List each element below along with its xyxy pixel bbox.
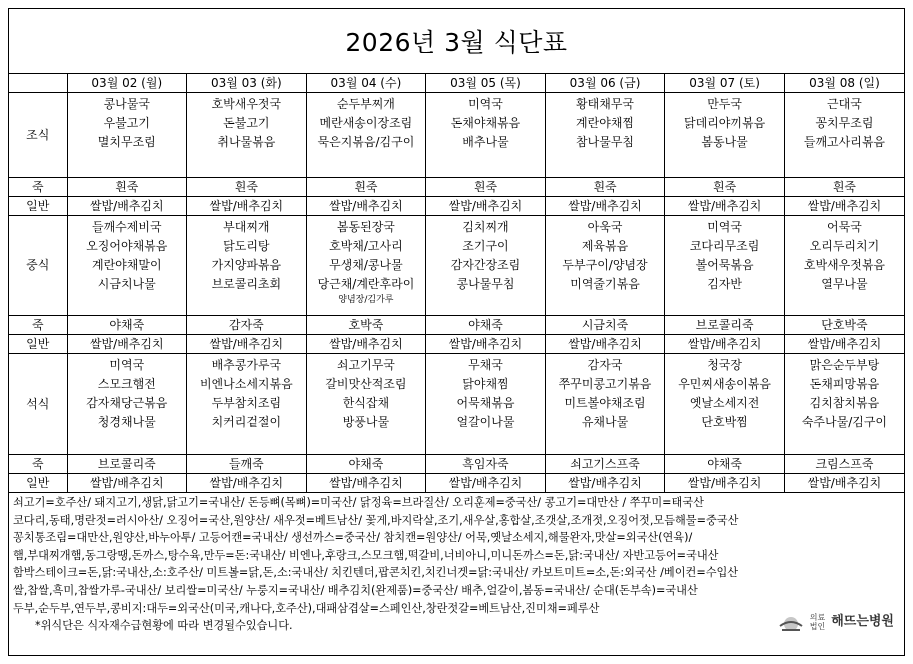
day-header: 03월 03 (화) — [187, 74, 307, 93]
dinner-porridge-row — [9, 455, 904, 474]
menu-cell: 쌀밥/배추김치 — [187, 335, 307, 354]
menu-cell: 쇠고기스프죽 — [545, 455, 665, 474]
menu-item: 콩나물무침 — [456, 277, 515, 291]
menu-item: 만두국 — [707, 97, 742, 111]
menu-cell — [426, 354, 546, 455]
menu-cell — [306, 216, 426, 316]
menu-item: 감자국 — [587, 358, 623, 372]
menu-cell: 쌀밥/배추김치 — [426, 197, 546, 216]
menu-cell — [665, 354, 785, 455]
menu-item: 오징어야채볶음 — [86, 239, 168, 253]
menu-cell: 들깨죽 — [187, 455, 307, 474]
day-header: 03월 02 (월) — [67, 74, 187, 93]
logo-subtitle — [810, 613, 825, 631]
menu-cell: 쌀밥/배추김치 — [306, 474, 426, 493]
menu-cell: 크림스프죽 — [784, 455, 904, 474]
menu-cell: 야채죽 — [665, 455, 785, 474]
menu-cell: 호박죽 — [306, 316, 426, 335]
menu-item: 얼갈이나물 — [456, 415, 515, 429]
menu-cell — [545, 216, 665, 316]
menu-item: 옛날소세지전 — [689, 396, 760, 410]
menu-cell: 흑임자죽 — [426, 455, 546, 474]
menu-cell — [67, 93, 187, 178]
day-header: 03월 07 (토) — [665, 74, 785, 93]
menu-cell — [545, 93, 665, 178]
dinner-regular-row — [9, 474, 904, 493]
day-header: 03월 08 (일) — [784, 74, 904, 93]
menu-cell: 쌀밥/배추김치 — [67, 335, 187, 354]
page-title: 2026년 3월 식단표 — [9, 9, 904, 74]
menu-item: 미역줄기볶음 — [570, 277, 640, 291]
origin-note-line: 코다리,동태,명란젓=러시아산/ 오징어=국산,원양산/ 새우젓=베트남산/ 꽃게,바지락살,조기,새우살,홍합살,조갯살,조개젓,오징어젓,모듬해물=중국산 — [13, 513, 739, 527]
day-header: 03월 05 (목) — [426, 74, 546, 93]
menu-item: 무채국 — [468, 358, 503, 372]
menu-item: 김치참치볶음 — [809, 396, 880, 410]
menu-cell: 쌀밥/배추김치 — [67, 474, 187, 493]
origin-note-line: 쌀,찹쌀,흑미,찹쌀가루-국내산/ 보리쌀=미국산/ 누룽지=국내산/ 배추김치(완제품)=중국산/ 배추,얼갈이,봄동=국내산/ 순대(돈부속)=국내산 — [13, 583, 698, 597]
menu-item: 묵은지볶음/김구이 — [317, 135, 415, 149]
menu-cell: 쌀밥/배추김치 — [784, 335, 904, 354]
menu-cell — [67, 354, 187, 455]
menu-cell — [187, 354, 307, 455]
menu-item: 미역국 — [707, 220, 742, 234]
menu-item: 갈비맛산적조림 — [325, 377, 407, 391]
menu-item: 미트볼야채조림 — [564, 396, 646, 410]
menu-item: 감자채당근볶음 — [86, 396, 168, 410]
menu-item: 돈불고기 — [223, 116, 270, 130]
menu-item: 멸치무조림 — [97, 135, 156, 149]
meal-label: 조식 — [9, 93, 67, 178]
menu-item: 계란야채말이 — [92, 258, 162, 272]
menu-item: 무생채/콩나물 — [329, 258, 403, 272]
menu-item: 청경채나물 — [97, 415, 156, 429]
menu-item: 콩나물국 — [103, 97, 150, 111]
corner-cell — [9, 74, 67, 93]
menu-cell: 야채죽 — [306, 455, 426, 474]
menu-cell: 쌀밥/배추김치 — [187, 197, 307, 216]
lunch-row — [9, 216, 904, 316]
menu-item: 김자반 — [707, 277, 742, 291]
hospital-name: 해뜨는병원 — [831, 613, 894, 629]
menu-item: 오리두리치기 — [809, 239, 880, 253]
menu-cell: 흰죽 — [665, 178, 785, 197]
origin-note-line: 꽁치통조림=대만산,원양산,바누아투/ 고등어캔=국내산/ 생선까스=중국산/ 참치캔=원양산/ 어묵,옛날소세지,해물완자,맛살=외국산(연육)/ — [13, 531, 693, 545]
menu-item: 쭈꾸미콩고기볶음 — [558, 377, 652, 391]
menu-cell: 야채죽 — [67, 316, 187, 335]
menu-cell: 쌀밥/배추김치 — [784, 474, 904, 493]
menu-cell: 쌀밥/배추김치 — [665, 335, 785, 354]
menu-sheet — [8, 8, 905, 656]
menu-item: 제육볶음 — [581, 239, 629, 253]
menu-cell: 흰죽 — [67, 178, 187, 197]
menu-cell: 쌀밥/배추김치 — [545, 197, 665, 216]
menu-item: 열무나물 — [821, 277, 868, 291]
menu-cell — [67, 216, 187, 316]
menu-cell — [545, 354, 665, 455]
menu-cell — [187, 93, 307, 178]
menu-item: 꽁치무조림 — [815, 116, 874, 130]
menu-item: 유채나물 — [581, 415, 629, 429]
menu-item: 시금치나물 — [97, 277, 156, 291]
menu-change-notice: *위식단은 식자재수급현황에 따라 변경될수있습니다. — [35, 619, 293, 633]
menu-cell: 단호박죽 — [784, 316, 904, 335]
menu-item: 취나물볶음 — [217, 135, 276, 149]
menu-item: 들깨고사리볶음 — [803, 135, 886, 149]
meal-label: 석식 — [9, 354, 67, 455]
menu-item: 김치찌개 — [462, 220, 509, 234]
menu-cell — [306, 93, 426, 178]
menu-cell: 쌀밥/배추김치 — [665, 474, 785, 493]
menu-cell: 시금치죽 — [545, 316, 665, 335]
menu-item: 근대국 — [827, 97, 862, 111]
menu-cell: 쌀밥/배추김치 — [665, 197, 785, 216]
menu-item: 단호박찜 — [701, 415, 748, 429]
menu-item: 들깨수제비국 — [92, 220, 162, 234]
menu-item: 닭도리탕 — [223, 239, 270, 253]
menu-item-note: 양념장/김가루 — [338, 295, 394, 305]
menu-table — [9, 74, 904, 493]
menu-cell: 감자죽 — [187, 316, 307, 335]
breakfast-regular-row — [9, 197, 904, 216]
logo-sub-line: 의료 — [809, 612, 826, 622]
menu-cell — [665, 216, 785, 316]
menu-cell: 흰죽 — [187, 178, 307, 197]
menu-item: 볼어묵볶음 — [695, 258, 754, 272]
menu-cell: 브로콜리죽 — [67, 455, 187, 474]
menu-item: 두부구이/양념장 — [562, 258, 648, 272]
menu-item: 스모크햄전 — [97, 377, 156, 391]
menu-cell — [187, 216, 307, 316]
origin-note-line: 두부,순두부,연두부,콩비지:대두=외국산(미국,캐나다,호주산),대패삼겹살=스페인산,창란젓갈=베트남산,진미채=페루산 — [13, 601, 600, 615]
menu-item: 숙주나물/김구이 — [801, 415, 888, 429]
menu-item: 두부참치조림 — [211, 396, 282, 410]
menu-item: 배추콩가루국 — [211, 358, 282, 372]
menu-cell: 쌀밥/배추김치 — [784, 197, 904, 216]
menu-item: 방풍나물 — [342, 415, 390, 429]
lunch-porridge-row — [9, 316, 904, 335]
menu-item: 돈채야채볶음 — [450, 116, 521, 130]
menu-item: 아욱국 — [587, 220, 623, 234]
menu-item: 조기구이 — [462, 239, 509, 253]
menu-item: 우불고기 — [103, 116, 150, 130]
day-header: 03월 06 (금) — [545, 74, 665, 93]
menu-item: 감자간장조림 — [450, 258, 521, 272]
menu-item: 치커리겉절이 — [211, 415, 282, 429]
menu-item: 쇠고기무국 — [336, 358, 395, 372]
menu-cell: 쌀밥/배추김치 — [67, 197, 187, 216]
menu-cell: 흰죽 — [306, 178, 426, 197]
origin-notes — [9, 493, 904, 635]
meal-label: 일반 — [9, 197, 67, 216]
menu-cell — [665, 93, 785, 178]
menu-item: 호박새우젓국 — [211, 97, 282, 111]
menu-item: 메란새송이장조림 — [319, 116, 413, 130]
origin-note-line: 쇠고기=호주산/ 돼지고기,생닭,닭고기=국내산/ 돈등뼈(목뼈)=미국산/ 닭정육=브라질산/ 오리훈제=중국산/ 콩고기=대만산 / 쭈꾸미=태국산 — [13, 496, 704, 509]
menu-item: 호박채/고사리 — [329, 239, 403, 253]
sunrise-logo-icon — [778, 612, 804, 632]
origin-note-line: 함박스테이크=돈,닭:국내산,소:호주산/ 미트볼=닭,돈,소:국내산/ 치킨텐더,팝콘치킨,치킨너겟=닭:국내산/ 카보트미트=소,돈:외국산 /베이컨=수입산 — [13, 566, 739, 580]
menu-item: 미역국 — [109, 358, 145, 372]
menu-item: 어묵채볶음 — [456, 396, 515, 410]
menu-cell — [784, 216, 904, 316]
menu-cell: 쌀밥/배추김치 — [187, 474, 307, 493]
menu-cell: 쌀밥/배추김치 — [306, 197, 426, 216]
meal-label: 중식 — [9, 216, 67, 316]
menu-item: 우민찌새송이볶음 — [678, 377, 771, 391]
logo-sub-line: 법인 — [809, 621, 826, 631]
hospital-logo — [774, 612, 894, 632]
menu-item: 청국장 — [707, 358, 742, 372]
menu-cell — [784, 93, 904, 178]
lunch-regular-row — [9, 335, 904, 354]
menu-item: 어묵국 — [827, 220, 862, 234]
breakfast-porridge-row — [9, 178, 904, 197]
menu-cell: 쌀밥/배추김치 — [545, 335, 665, 354]
menu-item: 당근채/계란후라이 — [317, 277, 415, 291]
meal-label: 죽 — [9, 455, 67, 474]
meal-label: 일반 — [9, 474, 67, 493]
menu-item: 순두부찌개 — [336, 97, 395, 111]
menu-cell: 야채죽 — [426, 316, 546, 335]
menu-item: 가지양파볶음 — [211, 258, 282, 272]
meal-label: 죽 — [9, 316, 67, 335]
menu-item: 계란야채찜 — [576, 116, 635, 130]
menu-cell: 흰죽 — [426, 178, 546, 197]
dinner-row — [9, 354, 904, 455]
menu-item: 봄동나물 — [701, 135, 748, 149]
menu-cell — [426, 93, 546, 178]
menu-cell — [306, 354, 426, 455]
menu-item: 배추나물 — [462, 135, 509, 149]
menu-item: 부대찌개 — [223, 220, 270, 234]
origin-note-line: 햄,부대찌개햄,동그랑땡,돈까스,탕수육,만두=돈:국내산/ 비엔나,후랑크,스모크햄,떡갈비,너비아니,미니돈까스=돈,닭:국내산/ 자반고등어=국내산 — [13, 548, 719, 562]
menu-cell: 흰죽 — [545, 178, 665, 197]
menu-item: 황태채무국 — [576, 97, 635, 111]
menu-item: 봄동된장국 — [336, 220, 395, 234]
breakfast-row — [9, 93, 904, 178]
menu-item: 맑은순두부탕 — [809, 358, 880, 372]
menu-cell: 쌀밥/배추김치 — [426, 335, 546, 354]
menu-cell: 쌀밥/배추김치 — [306, 335, 426, 354]
menu-item: 미역국 — [468, 97, 503, 111]
menu-cell — [426, 216, 546, 316]
menu-cell — [784, 354, 904, 455]
menu-item: 비엔나소세지볶음 — [199, 377, 293, 391]
menu-item: 닭야채찜 — [462, 377, 509, 391]
menu-item: 브로콜리초회 — [211, 277, 282, 291]
menu-item: 코다리무조림 — [689, 239, 760, 253]
menu-cell: 브로콜리죽 — [665, 316, 785, 335]
menu-item: 돈채피망볶음 — [809, 377, 880, 391]
day-header: 03월 04 (수) — [306, 74, 426, 93]
meal-label: 일반 — [9, 335, 67, 354]
day-header-row — [9, 74, 904, 93]
menu-item: 한식잡채 — [342, 396, 390, 410]
menu-cell: 쌀밥/배추김치 — [426, 474, 546, 493]
menu-cell: 흰죽 — [784, 178, 904, 197]
menu-item: 닭데리야끼볶음 — [684, 116, 766, 130]
menu-item: 호박새우젓볶음 — [803, 258, 886, 272]
menu-item: 참나물무침 — [576, 135, 635, 149]
menu-cell: 쌀밥/배추김치 — [545, 474, 665, 493]
meal-label: 죽 — [9, 178, 67, 197]
